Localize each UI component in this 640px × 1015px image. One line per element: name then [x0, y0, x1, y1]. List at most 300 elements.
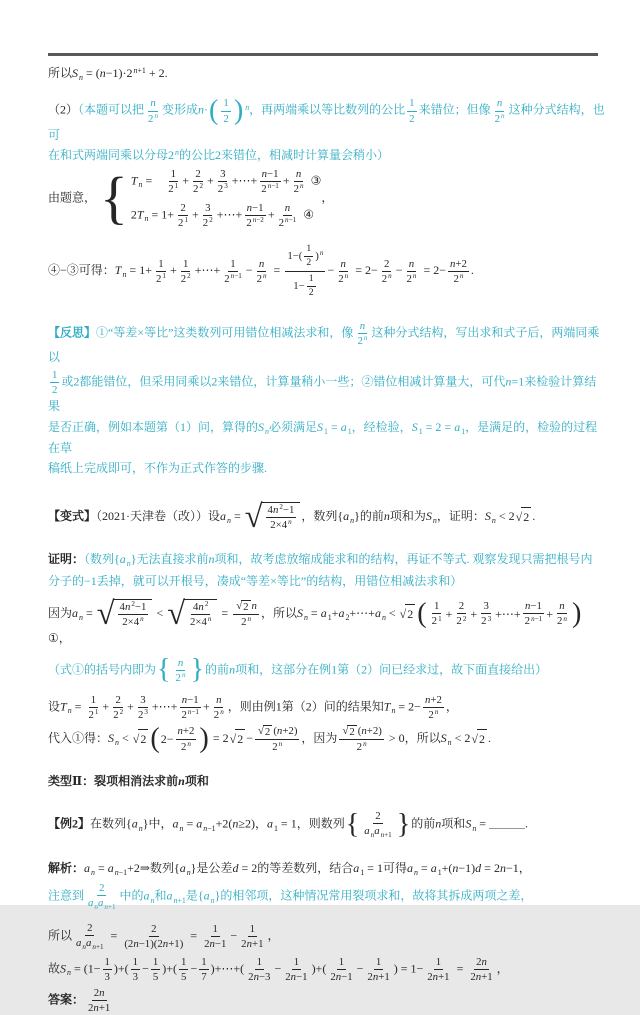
square-root: √ 2: [516, 507, 532, 527]
fraction: $\frac{n}{2^n}$: [175, 656, 186, 684]
fraction: √ 2 (n+2) 2$^n$: [255, 725, 299, 753]
math-variable: n: [372, 970, 379, 983]
math-variable: S: [440, 730, 447, 745]
math-variable: n: [276, 724, 283, 737]
math-variable: n: [227, 515, 231, 525]
subscript: [227, 516, 231, 525]
math-variable: a: [374, 605, 381, 620]
math-variable: n: [412, 272, 417, 281]
superscript: [320, 249, 324, 257]
fraction: $\frac{2}{2^2}$: [456, 600, 467, 628]
system-tn-equations: 由题意， { $T_n$ = $\frac{1}{2^1}$ + $\frac{2}{2^2}$ + $\frac{3}{2^3}$ +⋯+ $\frac{n-1}{2^{n-1}}$ + $\frac{n}{2^n}$ ③ $2T_n = 1+$ $\frac{2}{2^1}$ + $\frac{3}{2^2}$ +⋯+ $\frac{n-1}{2^{n-2}}$ + $\frac{n}{2^{n-1}}$ ④ ，: [48, 165, 334, 231]
math-variable: d: [475, 860, 482, 875]
fraction: 1−( $\frac{1}{2}$ )$^n$ 1− $\frac{1}{2}$: [287, 243, 324, 298]
fraction: $\frac{2}{a_na_{n+1}}$: [364, 809, 392, 839]
math-variable: n: [303, 612, 308, 622]
subscript: 1: [360, 867, 365, 877]
proof-conclusion-formula: 代入①得：$S_n$ < √ 2 ( 2− $\frac{n+2}{2^n}$ ) = 2 √ 2 − √ 2 (n+2) 2$^n$ ，因为 √ 2 (n+2) 2$^n$ > 0，所以$S_n < 2$ √ 2 .: [48, 723, 491, 754]
math-variable: n: [363, 334, 368, 343]
reflection-line4: 稿纸上完成即可，不作为正式作答的步骤.: [48, 461, 268, 476]
proof-tn-definition: 设$T_n$ = $\frac{1}{2^1}$ + $\frac{2}{2^2}$ + $\frac{3}{2^3}$ +⋯+ $\frac{n-1}{2^{n-1}}$ + $\frac{n}{2^n}$ ，则由例1第（2）问的结果知$T_n = 2-$ $\frac{n+2}{2^n}$ ，: [48, 693, 458, 721]
math-variable: n: [408, 257, 415, 270]
fraction: $\frac{1}{2n+1}$: [241, 923, 264, 951]
fraction: $\frac{2}{(2n-1)(2n+1)}$: [124, 923, 184, 951]
subscript: 1: [437, 867, 442, 877]
superscript: 1: [184, 216, 189, 225]
subscript: n−1: [203, 823, 216, 833]
math-variable: n: [413, 867, 418, 877]
math-variable: a: [266, 816, 273, 831]
subtraction-result-formula: ④−③可得：$T_n = 1+$ $\frac{1}{2^1}$ + $\frac{1}{2^2}$ +⋯+ $\frac{1}{2^{n-1}}$ − $\frac{n}{2^n}$ = 1−( $\frac{1}{2}$ )$^n$ 1− $\frac{1}{2}$ − $\frac{n}{2^n}$ = 2− $\frac{2}{2^n}$ − $\frac{n}{2^n}$ = 2− $\frac{n+2}{2^n}$ .: [48, 243, 474, 298]
math-variable: n: [207, 615, 212, 624]
fraction: $\frac{n}{2^n}$: [148, 97, 158, 125]
math-variable: n: [258, 257, 265, 270]
math-variable: n: [359, 319, 366, 332]
math-variable: n: [452, 860, 459, 875]
square-root: √ 2: [471, 729, 487, 749]
subscript: [91, 868, 95, 877]
math-variable: n: [209, 938, 215, 951]
fraction: $\frac{1}{2^1}$: [431, 600, 442, 628]
fraction: $\frac{2}{2^n}$: [381, 257, 392, 285]
subscript: [122, 270, 126, 279]
subscript: [79, 613, 83, 622]
proof-comment-line2: 分子的−1丢掉，就可以开根号，凑成“等差×等比”的结构，用错位相减法求和）: [48, 574, 463, 589]
fraction: $\frac{4n^2}{2\times 4^n}$: [189, 600, 212, 628]
top-divider-line: [48, 53, 598, 56]
math-variable: n: [138, 180, 143, 190]
fraction: $\frac{1}{7}$: [201, 955, 207, 983]
note-part2-method-line2: 在和式两端同乘以分母2$^n$的公比2来错位，相减时计算量会稍小）: [48, 148, 389, 163]
math-variable: n: [198, 102, 205, 117]
math-variable: S: [484, 508, 491, 523]
math-variable: a: [143, 888, 150, 903]
subscript: [151, 896, 155, 905]
subscript: [139, 824, 143, 833]
superscript: [248, 615, 252, 623]
colored-span: （数列$\{a_n\}$无法直接求前n项和，故考虑放缩成能求和的结构，再证不等式. 观察发现只需把根号内: [84, 551, 593, 568]
note-part2-method-line1: （2）（本题可以把 $\frac{n}{2^n}$ 变形成n· ( $\frac{1}{2}$ ) $^n$，再两端乘以等比数列的公比 $\frac{1}{2}$ 来错位；但像 $\frac{n}{2^n}$ 这种分式结构，也可: [48, 95, 605, 142]
math-variable: n: [472, 823, 477, 833]
superscript: [364, 334, 368, 342]
math-variable: a: [107, 860, 114, 875]
math-variable: S: [411, 420, 418, 435]
math-variable: n: [267, 182, 272, 191]
fraction: $\frac{1}{3}$: [104, 955, 110, 983]
proof-comment-line1: [0, 550, 640, 570]
fraction: $\frac{1}{2^1}$: [88, 693, 99, 721]
superscript: 2: [119, 708, 124, 717]
superscript: 3: [224, 182, 228, 191]
math-variable: n: [115, 737, 119, 747]
subscript: [127, 559, 131, 568]
math-variable: n: [380, 830, 385, 839]
math-variable: n: [481, 955, 487, 968]
math-variable: n: [198, 600, 204, 613]
superscript: [388, 272, 392, 280]
bold-label: 【变式】: [48, 508, 97, 523]
math-variable: n: [220, 708, 224, 717]
math-variable: n: [278, 740, 283, 749]
math-variable: n: [245, 102, 250, 112]
proof-scaling-formula: 因为$a_n$ = √ $\frac{4n^2-1}{2\times 4^n}$ < √ $\frac{4n^2}{2\times 4^n}$ = √ 2 n 2$^n$ ，所以$S_n$ = $a_1+a_2+\cdots+a_n$ < √ 2 ( $\frac{1}{2^1}$ + $\frac{2}{2^2}$ + $\frac{3}{2^3}$ +⋯+ $\frac{n-1}{2^{n-1}}$ + $\frac{n}{2^n}$ ) ①，: [48, 595, 582, 646]
math-variable: a: [406, 860, 413, 875]
reflection-line2: $\frac{1}{2}$ 或2都能错位，但采用同乘以2来错位，计算量稍小一些；②错位相减计算量大，可代n=1来检验计算结果: [48, 369, 597, 414]
subscript: 1: [347, 427, 352, 437]
superscript: [175, 148, 179, 157]
math-variable: n: [246, 938, 252, 951]
math-variable: S: [425, 508, 432, 523]
subscript: [145, 214, 149, 223]
math-variable: a: [131, 816, 138, 831]
math-variable: n: [290, 970, 297, 983]
math-variable: S: [72, 66, 79, 80]
math-variable: d: [232, 860, 239, 875]
math-variable: n: [344, 272, 349, 281]
math-variable: n: [144, 214, 149, 224]
math-variable: n: [154, 111, 158, 120]
subscript: [68, 706, 72, 715]
fraction: $\frac{1}{2}$: [306, 243, 312, 268]
fraction: $\frac{3}{2^3}$: [137, 693, 148, 721]
fraction: $\frac{3}{2^3}$: [217, 167, 228, 195]
subscript: [79, 73, 83, 82]
subscript: 2: [345, 612, 350, 622]
math-variable: T: [136, 207, 144, 222]
math-variable: n: [173, 895, 178, 905]
fraction: $\frac{4n^2-1}{2\times 4^n}$: [119, 600, 147, 628]
fraction: $\frac{1}{5}$: [152, 955, 159, 983]
reflection-line3: 是否正确，例如本题第（1）问，算得的$S_n$必须满足$S_1 = a_1$，经检验，$S_1 = 2 = a_1$，是满足的，检验的过程在草: [48, 420, 598, 455]
math-variable: n: [563, 614, 567, 623]
fraction: $\frac{2}{2^2}$: [113, 693, 124, 721]
math-variable: n: [208, 551, 215, 566]
math-variable: n: [251, 599, 257, 612]
superscript: [263, 272, 267, 280]
document-body: [0, 64, 640, 1015]
superscript: [413, 272, 417, 280]
square-root: √ 2: [230, 729, 246, 749]
math-variable: n: [67, 706, 72, 716]
proof-bracket-note: （式①的括号内即为 { $\frac{n}{2^n}$ } 的前n项和，这部分在例1第（2）问已经求过，故下面直接给出）: [48, 654, 548, 686]
fraction: $\frac{2n}{2n+1}$: [470, 955, 493, 983]
fraction: $\frac{n+2}{2^n}$: [177, 725, 195, 753]
bold-label: 证明：: [48, 551, 85, 566]
paren-group: ( $\frac{1}{2^1}$ + $\frac{2}{2^2}$ + $\frac{3}{2^3}$ +⋯+ $\frac{n-1}{2^{n-1}}$ + $\frac{n}{2^n}$ ): [417, 597, 582, 629]
math-variable: a: [97, 897, 104, 910]
math-variable: n: [265, 427, 269, 437]
fraction: $\frac{1}{2^2}$: [180, 257, 191, 285]
subscript: [391, 706, 395, 715]
math-variable: n: [434, 708, 439, 717]
subscript: [472, 824, 476, 833]
square-root: √ 2: [236, 600, 249, 613]
math-variable: a: [203, 888, 210, 903]
math-variable: n: [319, 249, 324, 258]
superscript: 2: [209, 216, 213, 225]
math-variable: n: [381, 612, 386, 622]
fraction: $\frac{2n}{2n+1}$: [88, 986, 111, 1014]
math-variable: n: [177, 725, 183, 738]
split-fraction-formula: 所以 $\frac{2}{a_na_{n+1}}$ = $\frac{2}{(2n-1)(2n+1)}$ = $\frac{1}{2n-1}$ − $\frac{1}{2n+1}$ ，: [48, 921, 280, 951]
reflection-line1: 【反思】①“等差×等比”这类数列可用错位相减法求和，像 $\frac{n}{2^n}$ 这种分式结构，写出求和式子后，两端同乘以: [48, 319, 600, 364]
bold-label: 解析：: [48, 860, 85, 875]
fraction: $\frac{2}{2^1}$: [178, 201, 189, 229]
math-variable: n: [288, 518, 292, 527]
math-variable: a: [353, 860, 360, 875]
fraction: $\frac{1}{5}$: [181, 955, 187, 983]
math-variable: n: [99, 986, 105, 999]
superscript: [300, 182, 304, 190]
math-variable: n: [94, 902, 98, 911]
math-variable: n: [300, 182, 304, 191]
math-variable: n: [79, 73, 83, 83]
fraction: $\frac{1}{2n-3}$: [248, 955, 271, 983]
subscript: n−1: [114, 867, 128, 877]
superscript: n−1: [187, 708, 199, 717]
subscript: 1: [323, 427, 328, 437]
math-variable: S: [316, 420, 323, 435]
subscript: 1: [273, 823, 278, 833]
superscript: 1: [438, 614, 442, 623]
fraction: $\frac{4n^2-1}{2\times 4^n}$: [267, 503, 295, 531]
superscript: [501, 112, 505, 120]
math-variable: n: [177, 656, 184, 669]
subscript: 1: [461, 427, 466, 437]
paren-group: ( 2− $\frac{n+2}{2^n}$ ): [150, 723, 209, 754]
fraction: $\frac{n}{2^{n-1}}$: [278, 201, 297, 229]
subscript: [187, 868, 191, 877]
square-root: √ 2: [342, 725, 355, 738]
math-variable: n: [391, 706, 396, 716]
math-variable: a: [430, 860, 437, 875]
superscript: 1: [174, 182, 179, 191]
math-variable: n: [91, 867, 95, 877]
superscript: 2: [131, 600, 135, 609]
math-variable: n: [181, 671, 186, 680]
fraction: $\frac{n-1}{2^{n-1}}$: [261, 167, 279, 195]
superscript: [220, 708, 224, 716]
math-variable: a: [172, 816, 179, 831]
math-variable: a: [88, 897, 94, 910]
math-variable: n: [295, 167, 302, 180]
math-variable: n: [262, 272, 267, 281]
fraction: $\frac{n-1}{2^{n-2}}$: [246, 201, 264, 229]
subscript: [448, 738, 452, 747]
fraction: $\frac{1}{2^1}$: [155, 257, 166, 285]
math-variable: n: [104, 902, 108, 911]
superscript: [208, 615, 212, 623]
subscript: n+1: [104, 902, 116, 911]
superscript: 2: [204, 600, 209, 609]
subscript: [265, 427, 269, 436]
math-variable: n: [424, 693, 431, 706]
fraction: $\frac{n+2}{2^n}$: [450, 257, 467, 285]
math-variable: n: [459, 272, 464, 281]
fraction: $\frac{n+2}{2^n}$: [424, 693, 442, 721]
fraction: $\frac{1}{2}$: [308, 272, 314, 298]
math-variable: n: [363, 740, 367, 749]
math-variable: a: [320, 605, 327, 620]
subscript: n+1: [173, 895, 186, 905]
fraction: $\frac{3}{2^3}$: [481, 600, 492, 628]
math-variable: S: [60, 961, 67, 976]
math-variable: a: [454, 420, 461, 435]
math-variable: n: [150, 895, 155, 905]
fraction: √ 2 (n+2) 2$^n$: [339, 725, 383, 753]
square-root: √ $\frac{4n^2-1}{2\times 4^n}$: [245, 502, 301, 532]
superscript: 1: [94, 708, 99, 717]
fraction: $\frac{1}{2n+1}$: [427, 955, 450, 983]
math-variable: n: [178, 774, 185, 789]
math-variable: n: [340, 257, 346, 270]
fraction: $\frac{2}{2^2}$: [193, 167, 203, 195]
fraction: $\frac{3}{2^2}$: [202, 201, 213, 229]
superscript: [363, 740, 367, 748]
math-variable: a: [72, 605, 79, 620]
superscript: [154, 112, 158, 120]
fraction: $\frac{n}{2^n}$: [213, 693, 224, 721]
math-variable: n: [383, 508, 390, 523]
telescoping-sum-formula: 故$S_n = (1-$ $\frac{1}{3}$ )+( $\frac{1}{3}$ − $\frac{1}{5}$ )+( $\frac{1}{5}$ − $\frac{1}{7}$ )+⋯+( $\frac{1}{2n-3}$ − $\frac{1}{2n-1}$ )+( $\frac{1}{2n-1}$ − $\frac{1}{2n+1}$ ) = 1− $\frac{1}{2n+1}$ = $\frac{2n}{2n+1}$ ，: [48, 955, 509, 983]
paren-group: ( $\frac{1}{2}$ ): [209, 95, 244, 126]
subscript: [382, 613, 386, 622]
math-variable: n: [432, 970, 439, 983]
math-variable: n: [261, 167, 268, 180]
fraction: $\frac{n-1}{2^{n-1}}$: [181, 693, 199, 721]
math-variable: n: [186, 867, 191, 877]
subscript: n+1: [92, 942, 104, 951]
bold-label: 类型Ⅱ：裂项相消法求前n项和: [48, 774, 209, 789]
subscript: [350, 516, 354, 525]
superscript: [187, 740, 191, 748]
superscript: n−1: [531, 614, 543, 623]
superscript: [140, 615, 144, 623]
square-root: √ 2: [133, 729, 149, 749]
math-variable: n: [181, 693, 188, 706]
math-variable: n: [491, 515, 496, 525]
subscript: [139, 180, 143, 189]
math-variable: n: [114, 867, 119, 877]
math-variable: n: [350, 515, 355, 525]
fraction: $\frac{1}{2^{n-1}}$: [224, 257, 242, 285]
subscript: 1: [418, 427, 423, 437]
variant-problem-statement: 【变式】（2021·天津卷（改））设$a_n$ = √ $\frac{4n^2-1}{2\times 4^n}$ ，数列$\{a_n\}$的前n项和为$S_n$，证明：$S_n < 2$ √ 2 .: [48, 498, 536, 535]
square-root: √ 2: [400, 604, 416, 624]
math-variable: n: [435, 816, 442, 831]
square-root: √ 2: [257, 725, 271, 738]
superscript: [288, 518, 292, 526]
bold-label: 【例2】: [48, 816, 91, 831]
equation-system: { $T_n$ = $\frac{1}{2^1}$ + $\frac{2}{2^2}$ + $\frac{3}{2^3}$ +⋯+ $\frac{n-1}{2^{n-1}}$ + $\frac{n}{2^n}$ ③ $2T_n = 1+$ $\frac{2}{2^1}$ + $\frac{3}{2^2}$ +⋯+ $\frac{n-1}{2^{n-2}}$ + $\frac{n}{2^{n-1}}$ ④: [100, 165, 322, 231]
fraction: $\frac{1}{2^1}$: [168, 167, 179, 195]
math-variable: n: [187, 708, 192, 717]
math-variable: n: [370, 830, 375, 839]
math-variable: n: [122, 270, 127, 280]
brace-group: { $\frac{2}{a_na_{n+1}}$ }: [345, 808, 411, 840]
superscript: [279, 740, 283, 748]
conclusion-sn-formula: 所以$S_n = (n-1)\cdot 2^{n+1} + 2$.: [48, 66, 168, 83]
system-row: $T_n$ = $\frac{1}{2^1}$ + $\frac{2}{2^2}$ + $\frac{3}{2^3}$ +⋯+ $\frac{n-1}{2^{n-1}}$ + $\frac{n}{2^n}$ ③: [130, 167, 322, 195]
superscript: [345, 272, 349, 280]
math-variable: n: [99, 66, 106, 80]
math-variable: n: [203, 823, 208, 833]
bold-label: 【反思】: [48, 324, 97, 339]
answer-line: [0, 986, 640, 1015]
section-heading-type2: [0, 772, 640, 791]
math-variable: n: [450, 257, 456, 270]
square-root: √ $\frac{4n^2}{2\times 4^n}$: [167, 599, 217, 629]
subscript: [67, 968, 71, 977]
fraction: √ 2 n 2$^n$: [233, 600, 259, 628]
math-variable: a: [220, 508, 227, 523]
math-variable: T: [60, 699, 67, 714]
superscript: 1: [162, 272, 166, 281]
math-variable: n: [284, 201, 291, 214]
math-variable: n: [499, 860, 506, 875]
math-variable: T: [114, 263, 122, 278]
math-variable: n: [432, 515, 437, 525]
fraction: $\frac{1}{2n-1}$: [330, 955, 353, 983]
math-variable: n: [496, 97, 503, 110]
math-variable: n: [126, 559, 131, 568]
math-variable: n: [92, 942, 96, 951]
math-variable: n: [559, 600, 565, 613]
colored-span: （2）: [48, 102, 79, 117]
superscript: 3: [487, 614, 492, 623]
fraction: $\frac{n}{2^n}$: [494, 97, 505, 125]
math-variable: n: [124, 600, 131, 613]
superscript: 2: [187, 272, 191, 281]
superscript: n−1: [230, 272, 242, 281]
fraction: $\frac{n}{2^n}$: [557, 600, 567, 628]
math-variable: n: [447, 737, 452, 747]
math-variable: n: [272, 503, 279, 516]
math-variable: n: [179, 823, 184, 833]
math-variable: n: [232, 816, 239, 831]
subscript: [414, 868, 418, 877]
bold-label: 答案：: [48, 992, 85, 1007]
superscript: [435, 708, 439, 716]
math-variable: a: [85, 936, 92, 949]
superscript: [182, 671, 186, 679]
math-variable: n: [140, 615, 144, 624]
math-variable: n: [252, 216, 257, 225]
math-variable: n: [501, 111, 505, 120]
math-variable: n: [388, 272, 392, 281]
math-variable: S: [296, 605, 303, 620]
brace-group: { $\frac{n}{2^n}$ }: [157, 654, 205, 686]
subscript: [115, 738, 119, 747]
math-variable: n: [175, 148, 179, 158]
analysis-split-note: 注意到 $\frac{2}{a_na_{n+1}}$ 中的$a_n$和$a_{n+1}$是$\{a_n\}$的相邻项，这种情况常用裂项求和，故将其拆成两项之差，: [48, 881, 533, 911]
fraction: $\frac{n}{2^n}$: [256, 257, 267, 285]
math-variable: n: [229, 661, 236, 676]
math-variable: n: [505, 374, 512, 389]
superscript: 3: [144, 708, 148, 717]
superscript: 2: [462, 614, 467, 623]
fraction: $\frac{n}{2^n}$: [406, 257, 417, 285]
math-variable: T: [130, 173, 138, 188]
fraction: $\frac{1}{2}$: [223, 97, 229, 125]
math-variable: a: [76, 936, 82, 949]
math-variable: n: [133, 66, 138, 76]
math-variable: S: [258, 420, 265, 435]
math-variable: a: [340, 420, 347, 435]
math-variable: S: [465, 816, 472, 831]
math-variable: n: [246, 201, 253, 214]
example2-problem-statement: 【例2】在数列$\{a_n\}$中，$a_n = a_{n-1}+2(n\ge 2)$，$a_1 = 1$，则数列 { $\frac{2}{a_na_{n+1}}$ } 的前n项和$S_n$ = ＿＿＿.: [48, 808, 529, 840]
